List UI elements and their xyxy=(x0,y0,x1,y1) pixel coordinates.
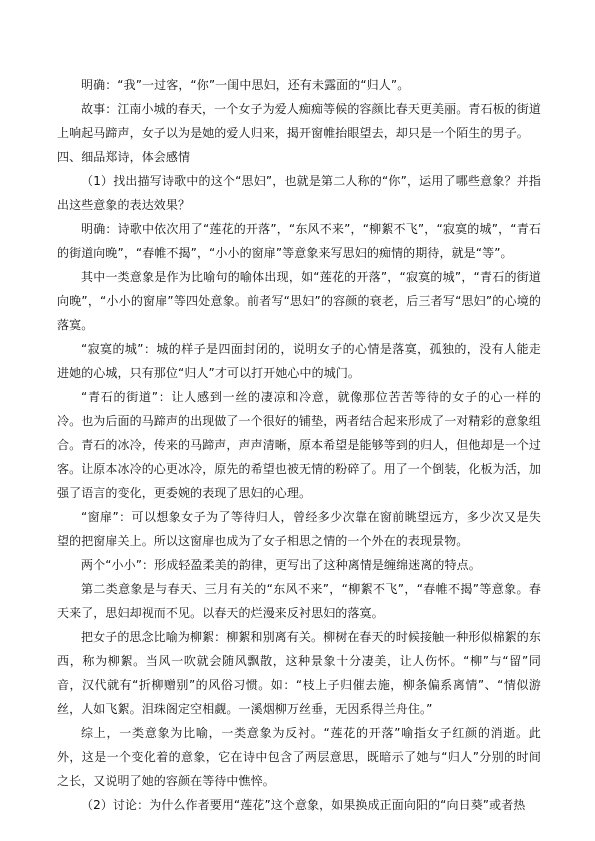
paragraph: 故事：江南小城的春天，一个女子为爱人痴痴等候的容颜比春天更美丽。青石板的街道上响起马蹄声，女子以为是她的爱人归来，揭开窗帷抬眼望去，却只是一个陌生的男子。 xyxy=(57,102,541,140)
paragraph: 第二类意象是与春天、三月有关的“东风不来”，“柳絮不飞”，“春帷不揭”等意象。春天来了，思妇却视而不见。以春天的烂漫来反衬思妇的落寞。 xyxy=(57,582,541,620)
section-heading: 四、细品郑诗，体会感情 xyxy=(57,150,191,164)
question: （1）找出描写诗歌中的这个“思妇”，也就是第二人称的“你”，运用了哪些意象？并指出这些意象的表达效果？ xyxy=(57,174,541,212)
paragraph: 明确：诗歌中依次用了“莲花的开落”，“东风不来”，“柳絮不飞”，“寂寞的城”，“青石的街道向晚”，“春帷不揭”，“小小的窗扉”等意象来写思妇的痴情的期待，就是“等”。 xyxy=(57,222,541,260)
paragraph: 明确：“我”一过客，“你”一闺中思妇，还有未露面的“归人”。 xyxy=(81,78,410,92)
paragraph: “青石的街道”：让人感到一丝的凄凉和冷意，就像那位苦苦等待的女子的心一样的冷。也为后面的马蹄声的出现做了一个很好的铺垫，两者结合起来形成了一对精彩的意象组合。青石的冰冷，传来的马蹄声，声声清晰，原本希望是能够等到的归人，但他却是一个过客。让原本冰冷的心更冰冷，原先的希望也被无情的粉碎了。用了一个倒装，化板为活，加强了语言的变化，更委婉的表现了思妇的心理。 xyxy=(57,390,542,500)
document-body xyxy=(57,73,541,817)
paragraph: 把女子的思念比喻为柳絮：柳絮和别离有关。柳树在春天的时候接触一种形似棉絮的东西，称为柳絮。当风一吹就会随风飘散，这种景象十分凄美，让人伤怀。“柳”与“留”同音，汉代就有“折柳赠别”的风俗习惯。如：“枝上子归催去施，柳条偏系离情”、“情似游丝，人如飞絮。泪珠阁定空相觑。一溪烟柳万丝垂，无因系得兰舟住。” xyxy=(57,630,541,716)
paragraph: 其中一类意象是作为比喻句的喻体出现，如“莲花的开落”，“寂寞的城”，“青石的街道向晚”，“小小的窗扉”等四处意象。前者写“思妇”的容颜的衰老，后三者写“思妇”的心境的落寞。 xyxy=(57,270,541,332)
paragraph: “寂寞的城”：城的样子是四面封闭的，说明女子的心情是落寞，孤独的，没有人能走进她的心城，只有那位“归人”才可以打开她心中的城门。 xyxy=(57,342,541,380)
question: （2）讨论：为什么作者要用“莲花”这个意象，如果换成正面向阳的“向日葵”或者热 xyxy=(81,798,526,812)
paragraph: “窗扉”：可以想象女子为了等待归人，曾经多少次靠在窗前眺望远方，多少次又是失望的把窗扉关上。所以这窗扉也成为了女子相思之情的一个外在的表现景物。 xyxy=(57,510,541,548)
paragraph: 两个“小小”：形成轻盈柔美的韵律，更写出了这种离情是缠绵迷离的特点。 xyxy=(81,558,481,572)
paragraph: 综上，一类意象为比喻，一类意象为反衬。“莲花的开落”喻指女子红颜的消逝。此外，这是一个变化着的意象，它在诗中包含了两层意思，既暗示了她与“归人”分别的时间之长，又说明了她的容颜在等待中憔悴。 xyxy=(57,726,541,788)
